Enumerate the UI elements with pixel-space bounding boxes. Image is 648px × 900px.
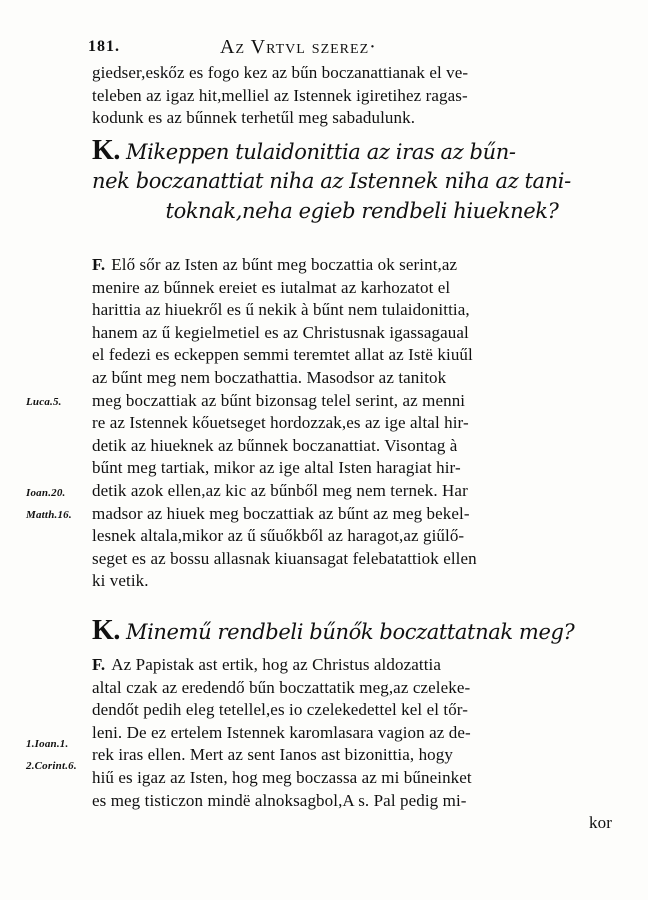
question-line [92, 136, 632, 166]
text-line: altal czak az eredendő bűn boczattatik meg,az czeleke- [92, 677, 471, 697]
text-line: teleben az igaz hit,melliel az Istennek igiretihez ragas- [92, 85, 468, 105]
question-line [92, 616, 632, 646]
text-line: az bűnt meg nem boczathattia. Masodsor az tanitok [92, 367, 447, 387]
question-text: Mikeppen tulaidonittia az iras az bűn- [125, 140, 516, 164]
answer-2 [92, 654, 632, 835]
answer-mark-f: F. [92, 655, 106, 674]
text-line: leni. De ez ertelem Istennek karomlasara vagion az de- [92, 722, 471, 742]
page-number: 181. [88, 38, 120, 55]
answer-mark-f: F. [92, 255, 106, 274]
text-line: el fedezi es eckeppen semmi teremtet allat az Istë kiuűl [92, 345, 473, 365]
text-line: dendőt pedih eleg tetellel,es io czelekedettel kel el tőr- [92, 700, 468, 720]
page-header [80, 36, 540, 60]
catchword: kor [589, 813, 612, 833]
question-text: Minemű rendbeli bűnők boczattatnak meg? [125, 620, 575, 644]
text-line: detik az hiueknek az bűnnek boczanattiat. Visontag à [92, 435, 458, 455]
question-line: toknak,neha egieb rendbeli hiueknek? [165, 199, 559, 223]
question-mark-k: K. [92, 135, 120, 166]
text-line: rek iras ellen. Mert az sent Ianos ast bizonittia, hogy [92, 745, 453, 765]
text-line: kodunk es az bűnnek terhetűl meg sabadulunk. [92, 108, 416, 128]
text-line: detik azok ellen,az kic az bűnből meg nem ternek. Har [92, 480, 468, 500]
text-line: bűnt meg tartiak, mikor az ige altal Isten haragiat hir- [92, 458, 461, 478]
question-mark-k: K. [92, 615, 120, 646]
text-line: harittia az hiuekről es ű nekik à bűnt nem tulaidonittia, [92, 300, 470, 320]
margin-note: Matth.16. [26, 509, 72, 521]
text-line: menire az bűnnek ereiet es iutalmat az karhozatot el [92, 277, 451, 297]
text-line [92, 654, 632, 677]
text-line: ki vetik. [92, 571, 149, 591]
text-line: hiű es igaz az Isten, hog meg boczassa az mi bűneinket [92, 767, 472, 787]
question-line: nek boczanattiat niha az Istennek niha az tani- [92, 169, 571, 193]
text-line: es meg tisticzon mindë alnoksagbol,A s. Pal pedig mi- [92, 790, 467, 810]
running-head: Az Vrtvl szerez· [220, 36, 377, 58]
text-line: meg boczattiak az bűnt bizonsag telel serint, az menni [92, 390, 466, 410]
text-line: seget es az bossu allasnak kiuansagat felebatattiok ellen [92, 548, 477, 568]
question-2 [92, 616, 632, 646]
margin-note: 1.Ioan.1. [26, 738, 69, 750]
text-line: re az Istennek kőuetseget hordozzak,es az ige altal hir- [92, 413, 469, 433]
answer-text: Az Papistak ast ertik, hog az Christus aldozattia [111, 655, 441, 674]
text-line: giedser,eskőz es fogo kez az bűn boczanattianak el ve- [92, 63, 469, 82]
text-line [92, 254, 632, 277]
answer-text: Elő sőr az Isten az bűnt meg boczattia ok serint,az [111, 255, 458, 274]
question-1 [92, 136, 632, 226]
margin-note: 2.Corint.6. [26, 760, 77, 772]
answer-1 [92, 254, 632, 593]
margin-note: Luca.5. [26, 396, 62, 408]
continuation-paragraph [92, 62, 632, 130]
text-line: lesnek altala,mikor az ű sűuőkből az haragot,az giűlő- [92, 526, 465, 546]
text-line: madsor az hiuek meg boczattiak az bűnt az meg bekel- [92, 503, 470, 523]
text-line: hanem az ű kegielmetiel es az Christusnak igassagaual [92, 322, 469, 342]
margin-note: Ioan.20. [26, 487, 66, 499]
